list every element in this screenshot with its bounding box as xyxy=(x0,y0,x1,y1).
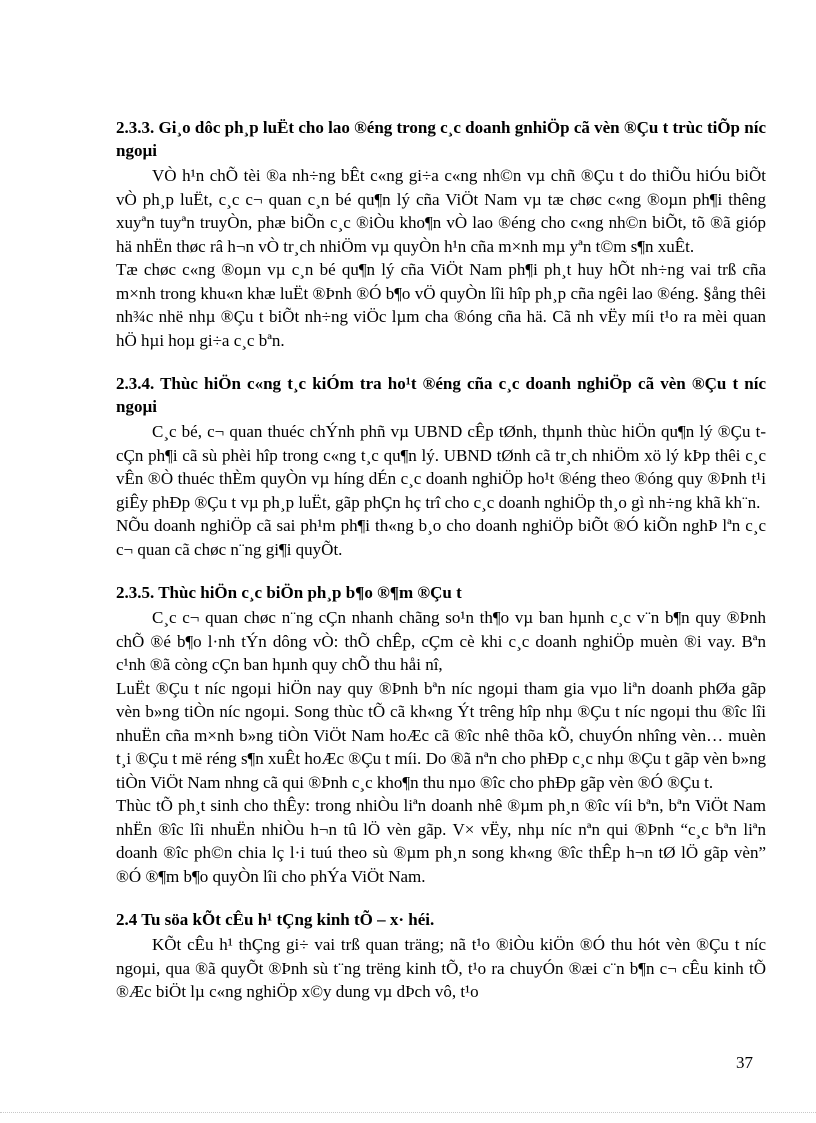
section-heading: 2.3.3. Gi¸o dôc ph¸p luËt cho lao ®éng trong c¸c doanh gnhiÖp cã vèn ®Çu t trùc tiÕp níc ngoµi xyxy=(116,118,766,160)
paragraph: LuËt ®Çu t níc ngoµi hiÖn nay quy ®Þnh bªn níc ngoµi tham gia vµo liªn doanh phØa gãp vèn b»ng tiÒn níc ngoµi. Song thùc tÕ cã kh«ng Ýt trêng hîp nhµ ®Çu t níc ngoµi thu ®îc lîi nhuËn cña m×nh b»ng tiÒn ViÖt Nam hoÆc cã ®îc nhê thõa kÕ, chuyÓn nhîng vèn… muèn t¸i ®Çu t më réng s¶n xuÊt hoÆc ®Çu t míi. Do ®ã nªn cho phÐp c¸c nhµ ®Çu t gãp vèn b»ng tiÒn ViÖt Nam nhng cã qui ®Þnh c¸c kho¶n thu nµo ®îc cho phÐp gãp vèn ®Ó ®Çu t. xyxy=(116,678,766,792)
section-2-3-3 xyxy=(116,116,766,352)
paragraph: C¸c bé, c¬ quan thuéc chÝnh phñ vµ UBND cÊp tØnh, thµnh thùc hiÖn qu¶n lý ®Çu t cÇn ph¶i cã sù phèi hîp trong c«ng t¸c qu¶n lý. UBND tØnh cã tr¸ch nhiÖm xö lý kÞp thêi c¸c vÊn ®Ò thuéc thÈm quyÒn vµ híng dÉn c¸c doanh nghiÖp ho¹t ®éng theo ®óng quy ®Þnh t¹i giÊy phÐp ®Çu t vµ ph¸p luËt, gãp phÇn hç trî cho c¸c doanh nghiÖp th¸o gì nh÷ng khã kh¨n. xyxy=(116,422,766,512)
page-number: 37 xyxy=(736,1053,753,1072)
section-heading: 2.3.4. Thùc hiÖn c«ng t¸c kiÓm tra ho¹t ®éng cña c¸c doanh nghiÖp cã vèn ®Çu t níc ngoµi xyxy=(116,374,766,416)
paragraph: Tæ chøc c«ng ®oµn vµ c¸n bé qu¶n lý cña ViÖt Nam ph¶i ph¸t huy hÕt nh÷ng vai trß cña m×nh trong khu«n khæ luËt ®Þnh ®Ó b¶o vÖ quyÒn lîi hîp ph¸p cña ngêi lao ®éng. §ång thêi nh¾c nhë nhµ ®Çu t biÕt nh÷ng viÖc lµm cha ®óng cña hä. Cã nh vËy míi t¹o ra mèi quan hÖ hµi hoµ gi÷a c¸c bªn. xyxy=(116,260,766,350)
section-heading: 2.3.5. Thùc hiÖn c¸c biÖn ph¸p b¶o ®¶m ®Çu t xyxy=(116,583,462,602)
section-2-4 xyxy=(116,908,766,1004)
paragraph: C¸c c¬ quan chøc n¨ng cÇn nhanh chãng so¹n th¶o vµ ban hµnh c¸c v¨n b¶n quy ®Þnh chÕ ®é b¶o l·nh tÝn dông vÒ: thÕ chÊp, cÇm cè khi c¸c doanh nghiÖp muèn ®i vay. Bªn c¹nh ®ã còng cÇn ban hµnh quy chÕ thu håi nî, xyxy=(116,608,766,674)
footer-divider xyxy=(0,1112,816,1113)
paragraph: NÕu doanh nghiÖp cã sai ph¹m ph¶i th«ng b¸o cho doanh nghiÖp biÕt ®Ó kiÕn nghÞ lªn c¸c c¬ quan cã chøc n¨ng gi¶i quyÕt. xyxy=(116,516,766,559)
paragraph: Thùc tÕ ph¸t sinh cho thÊy: trong nhiÒu liªn doanh nhê ®µm ph¸n ®îc víi bªn, bªn ViÖt Nam nhËn ®îc lîi nhuËn nhiÒu h¬n tû lÖ vèn gãp. V× vËy, nhµ níc nªn qui ®Þnh “c¸c bªn liªn doanh ®îc ph©n chia lç l·i tuú theo sù ®µm ph¸n song kh«ng ®îc thÊp h¬n tØ lÖ gãp vèn” ®Ó ®¶m b¶o quyÒn lîi cho phÝa ViÖt Nam. xyxy=(116,796,766,886)
section-2-3-4 xyxy=(116,372,766,561)
paragraph: VÒ h¹n chÕ tèi ®a nh÷ng bÊt c«ng gi÷a c«ng nh©n vµ chñ ®Çu t do thiÕu hiÓu biÕt vÒ ph¸p luËt, c¸c c¬ quan c¸n bé qu¶n lý cña ViÖt Nam vµ tæ chøc c«ng ®oµn ph¶i thêng xuyªn tuyªn truyÒn, phæ biÕn c¸c ®iÒu kho¶n vÒ lao ®éng cho c«ng nh©n biÕt, tõ ®ã gióp hä nhËn thøc râ h¬n vÒ tr¸ch nhiÖm vµ quyÒn h¹n cña m×nh mµ yªn t©m s¶n xuÊt. xyxy=(116,166,766,256)
section-2-3-5 xyxy=(116,581,766,888)
page-content xyxy=(116,116,766,1024)
paragraph: KÕt cÊu h¹ thÇng gi÷ vai trß quan träng; nã t¹o ®iÒu kiÖn ®Ó thu hót vèn ®Çu t níc ngoµi, qua ®ã quyÕt ®Þnh sù t¨ng trëng kinh tÕ, t¹o ra chuyÓn ®æi c¨n b¶n c¬ cÊu kinh tÕ ®Æc biÖt lµ c«ng nghiÖp x©y dung vµ dÞch vô, t¹o xyxy=(116,935,766,1001)
section-heading: 2.4 Tu söa kÕt cÊu h¹ tÇng kinh tÕ – x· héi. xyxy=(116,910,435,929)
